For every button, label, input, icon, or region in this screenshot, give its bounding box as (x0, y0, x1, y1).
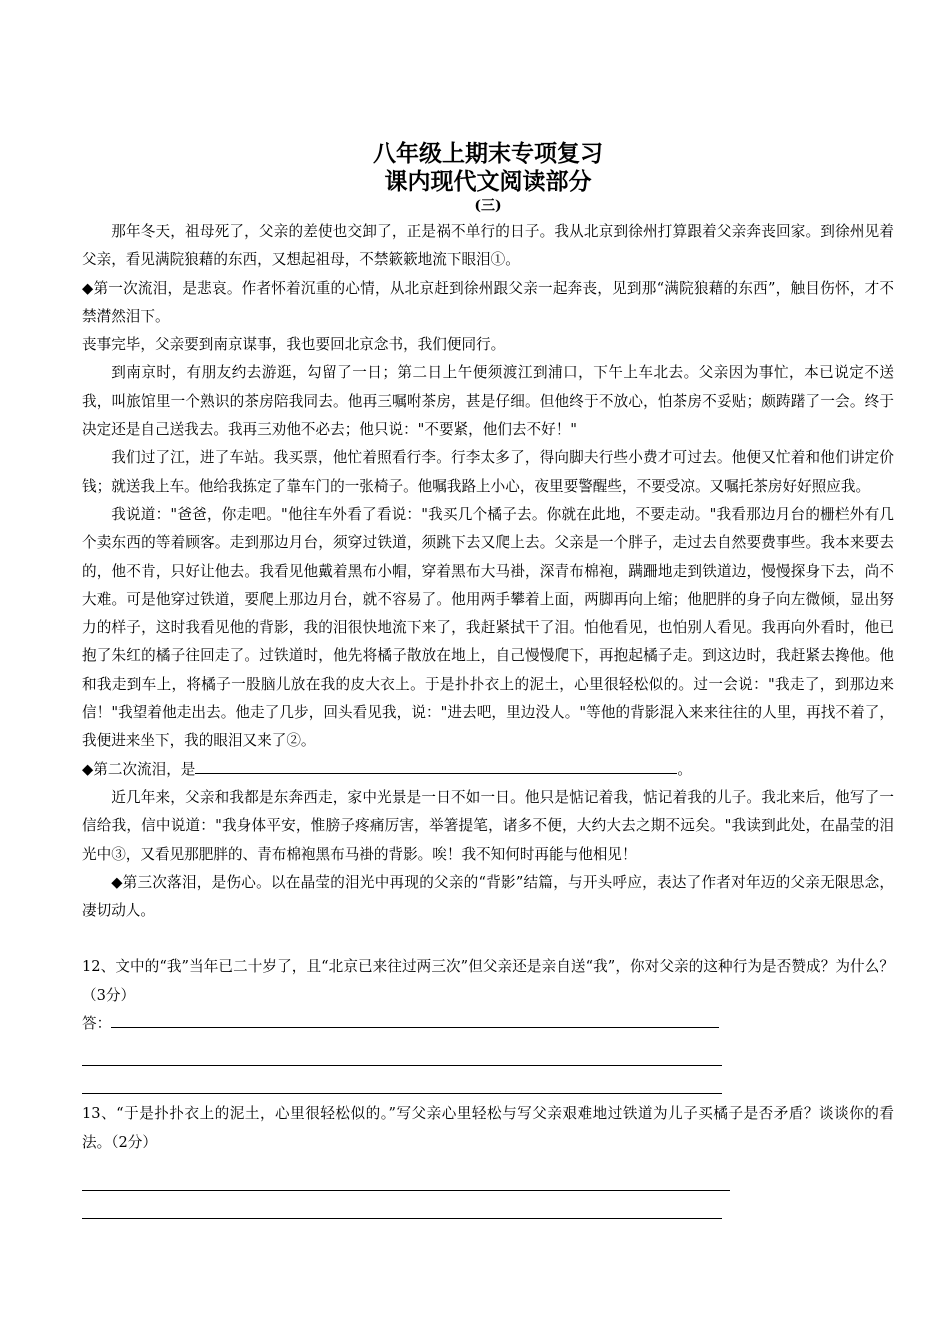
passage-paragraph-5: 我说道："爸爸，你走吧。"他往车外看了看说："我买几个橘子去。你就在此地，不要走动。"我看那边月台的栅栏外有几个卖东西的等着顾客。走到那边月台，须穿过铁道，须跳下去又爬上去。父亲是一个胖子，走过去自然要费事些。我本来要去的，他不肯，只好让他去。我看见他戴着黑布小帽，穿着黑布大马褂，深青布棉袍，蹒跚地走到铁道边，慢慢探身下去，尚不大难。可是他穿过铁道，要爬上那边月台，就不容易了。他用两手攀着上面，两脚再向上缩；他肥胖的身子向左微倾，显出努力的样子，这时我看见他的背影，我的泪很快地流下来了，我赶紧拭干了泪。怕他看见，也怕别人看见。我再向外看时，他已抱了朱红的橘子往回走了。过铁道时，他先将橘子散放在地上，自己慢慢爬下，再抱起橘子走。到这边时，我赶紧去搀他。他和我走到车上，将橘子一股脑儿放在我的皮大衣上。于是扑扑衣上的泥土，心里很轻松似的。过一会说："我走了，到那边来信！"我望着他走出去。他走了几步，回头看见我，说："进去吧，里边没人。"等他的背影混入来来往往的人里，再找不着了，我便进来坐下，我的眼泪又来了②。 (82, 505, 894, 750)
answer-line[interactable] (111, 1010, 719, 1028)
passage-paragraph-3: 到南京时，有朋友约去游逛，勾留了一日；第二日上午便须渡江到浦口，下午上车北去。父亲因为事忙，本已说定不送我，叫旅馆里一个熟识的茶房陪我同去。他再三嘱咐茶房，甚是仔细。但他终于不放心，怕茶房不妥贴；颇踌躇了一会。终于决定还是自己送我去。我再三劝他不必去；他只说："不要紧，他们去不好！" (82, 364, 894, 439)
answer-line[interactable] (82, 1163, 730, 1191)
page-title: 八年级上期末专项复习 (373, 141, 603, 167)
passage-paragraph-2: 丧事完毕，父亲要到南京谋事，我也要回北京念书，我们便同行。 (82, 336, 506, 354)
annotation-second-tears (82, 756, 894, 784)
passage-paragraph-1: 那年冬天，祖母死了，父亲的差使也交卸了，正是祸不单行的日子。我从北京到徐州打算跟着父亲奔丧回家。到徐州见着父亲，看见满院狼藉的东西，又想起祖母，不禁簌簌地流下眼泪①。 (82, 223, 894, 269)
question-13: 13、“于是扑扑衣上的泥土，心里很轻松似的。”写父亲心里轻松与写父亲艰难地过铁道为儿子买橘子是否矛盾？谈谈你的看法。（2分） (82, 1105, 894, 1151)
fill-in-blank[interactable] (195, 756, 677, 774)
part-label: (三) (474, 198, 502, 214)
annotation-first-tears: ◆第一次流泪，是悲哀。作者怀着沉重的心情，从北京赶到徐州跟父亲一起奔丧，见到那“满院狼藉的东西”，触目伤怀，才不禁潸然泪下。 (82, 279, 894, 325)
answer-line[interactable] (82, 1038, 722, 1066)
annotation-third-tears: ◆第三次落泪，是伤心。以在晶莹的泪光中再现的父亲的“背影”结篇，与开头呼应，表达了作者对年迈的父亲无限思念，凄切动人。 (82, 873, 894, 920)
answer-line[interactable] (82, 1066, 722, 1094)
question-12-answer-row (82, 1010, 894, 1038)
passage-paragraph-4: 我们过了江，进了车站。我买票，他忙着照看行李。行李太多了，得向脚夫行些小费才可过去。他便又忙着和他们讲定价钱；就送我上车。他给我拣定了靠车门的一张椅子。他嘱我路上小心，夜里要警醒些，不要受凉。又嘱托茶房好好照应我。 (82, 449, 894, 495)
question-12: 12、文中的“我”当年已二十岁了，且“北京已来往过两三次”但父亲还是亲自送“我”，你对父亲的这种行为是否赞成？为什么？（3分） (82, 958, 894, 1004)
annotation-second-suffix: 。 (677, 760, 692, 778)
annotation-second-prefix: ◆第二次流泪，是 (82, 760, 196, 778)
page-subtitle: 课内现代文阅读部分 (384, 169, 592, 195)
answer-line[interactable] (82, 1191, 722, 1219)
answer-label: 答： (82, 1015, 112, 1033)
document-page (82, 140, 894, 1219)
passage-paragraph-6: 近几年来，父亲和我都是东奔西走，家中光景是一日不如一日。他只是惦记着我，惦记着我的儿子。我北来后，他写了一信给我，信中说道："我身体平安，惟膀子疼痛厉害，举箸提笔，诸多不便，大约大去之期不远矣。"我读到此处，在晶莹的泪光中③，又看见那肥胖的、青布棉袍黑布马褂的背影。唉！我不知何时再能与他相见！ (82, 788, 894, 863)
